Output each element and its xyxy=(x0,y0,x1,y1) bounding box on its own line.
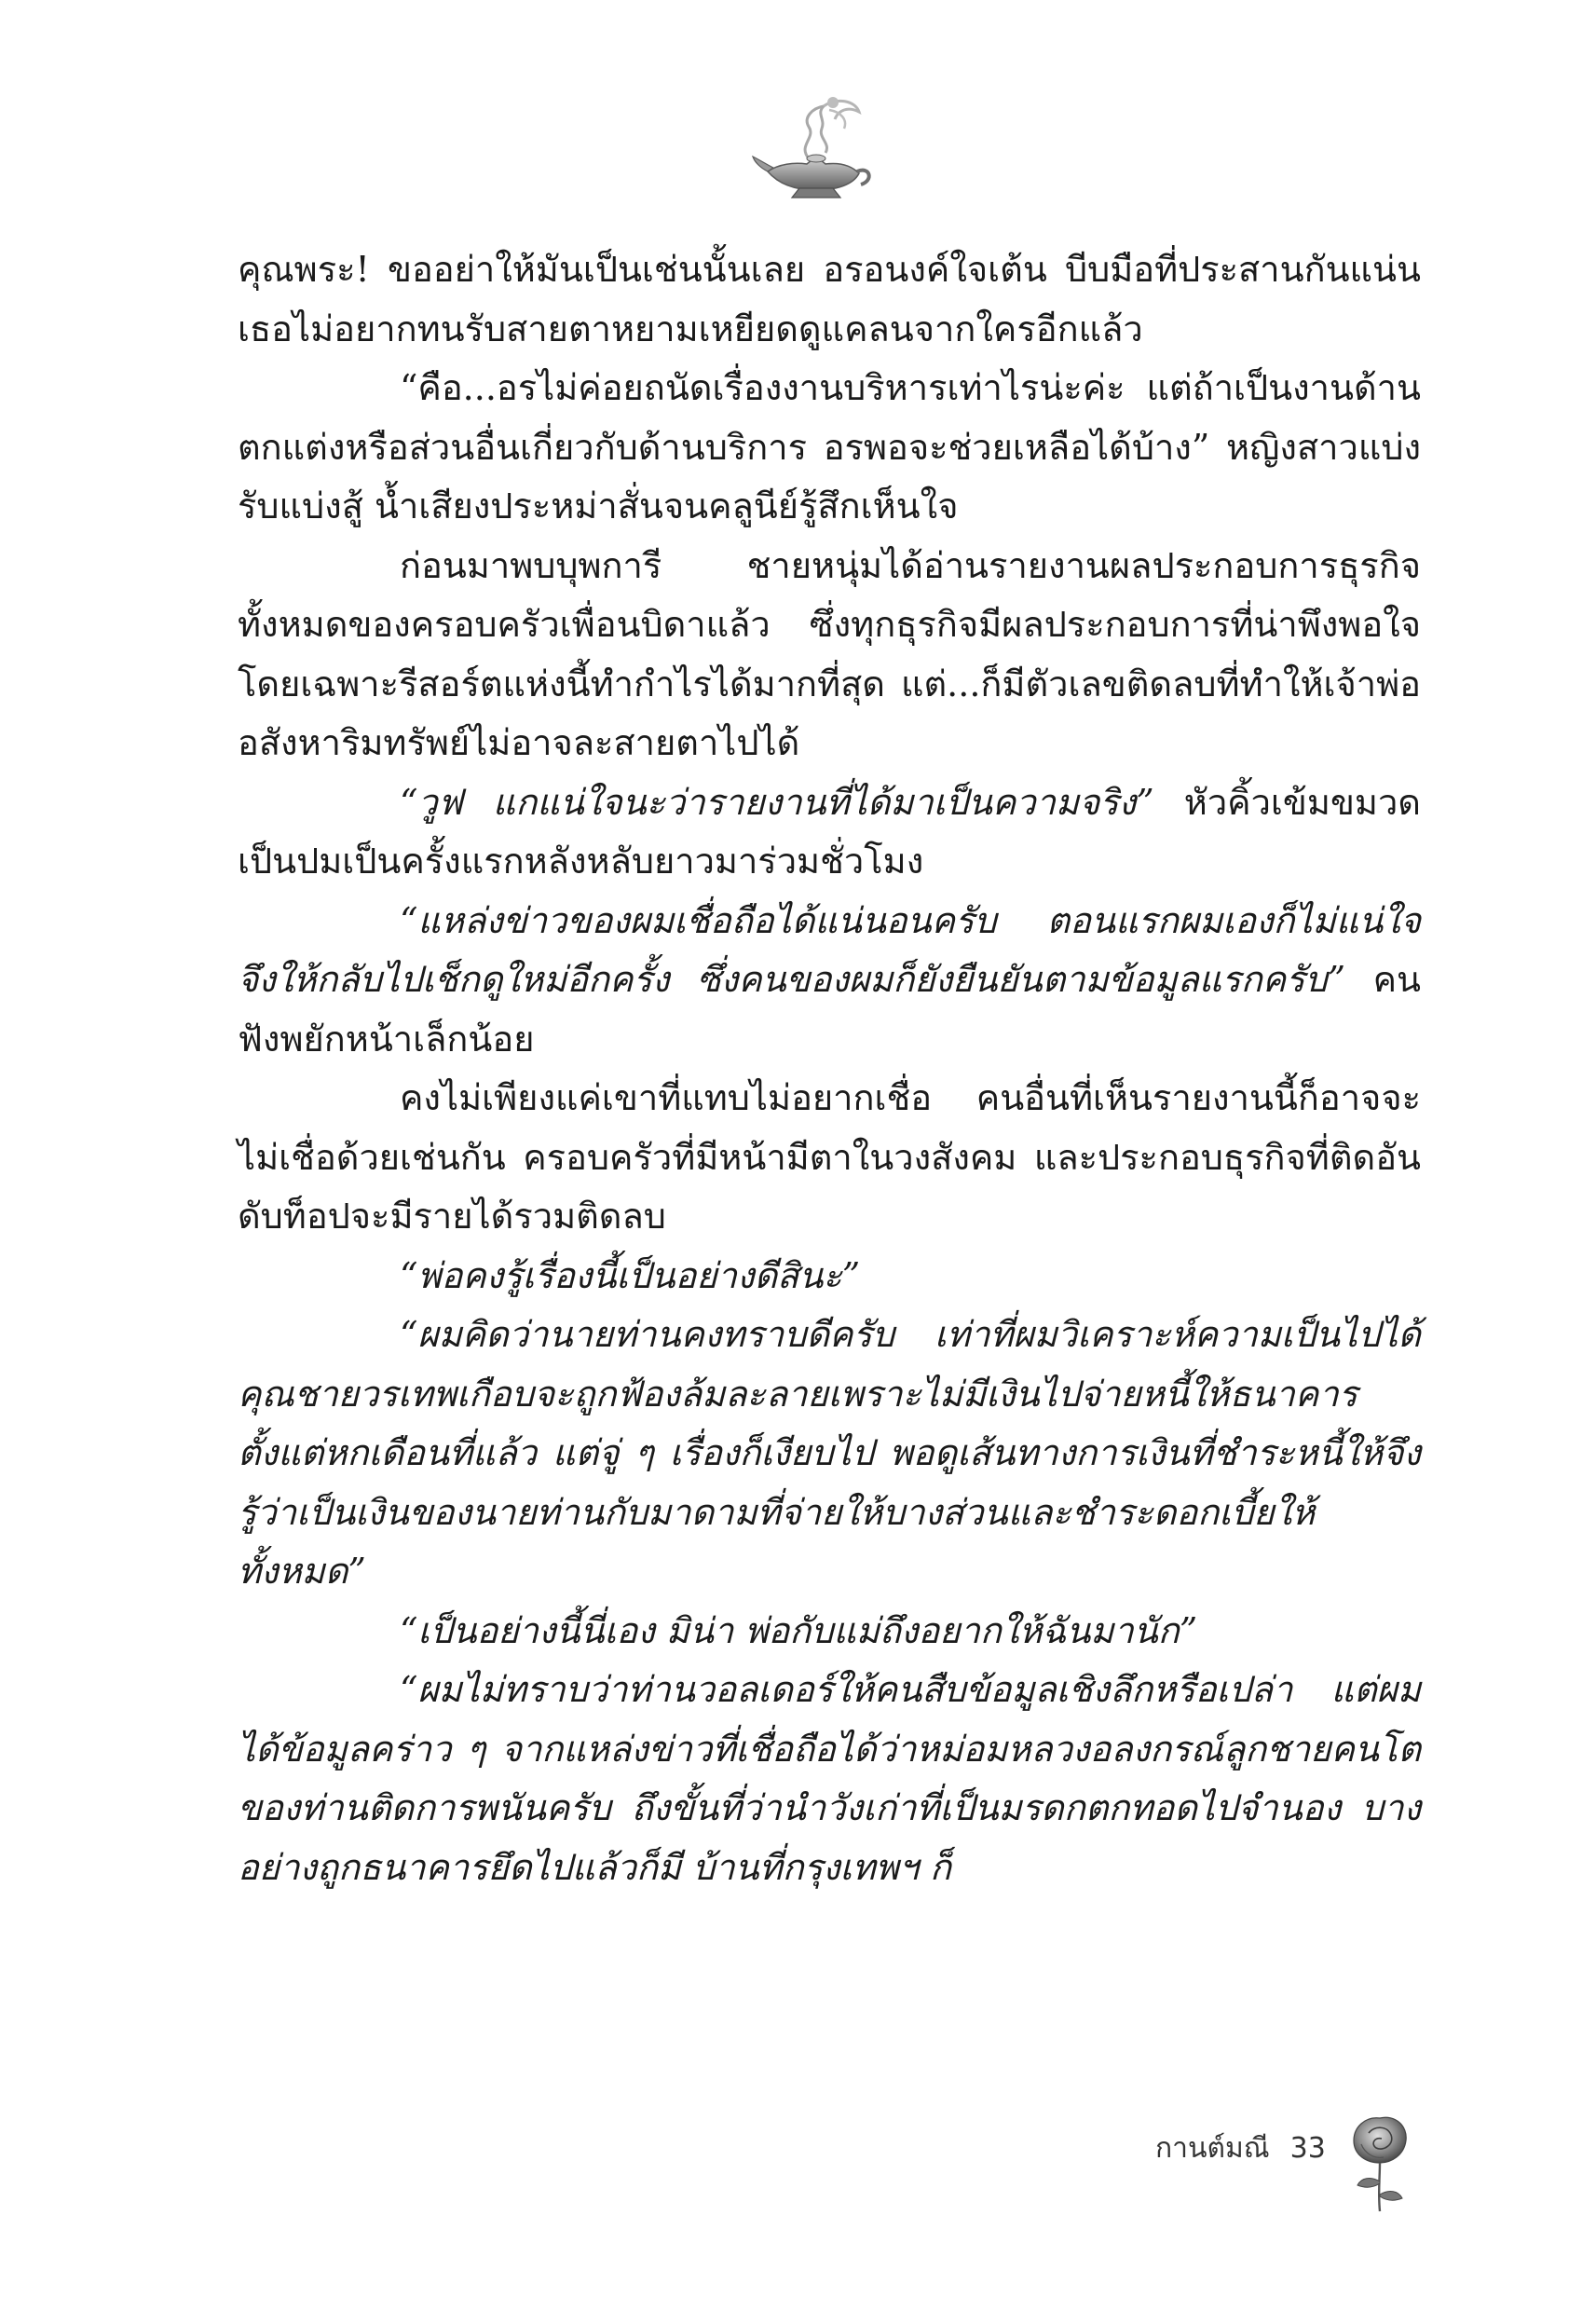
narration-text: หัวคิ้วเข้มขมวดเป็นปมเป็นครั้งแรกหลังหลับยาวมาร่วมชั่วโมง xyxy=(238,781,1421,882)
body-text xyxy=(238,240,1421,1897)
paragraph: “ผมคิดว่านายท่านคงทราบดีครับ เท่าที่ผมวิเคราะห์ความเป็นไปได้ คุณชายวรเทพเกือบจะถูกฟ้องล้มละลายเพราะไม่มีเงินไปจ่ายหนี้ให้ธนาคารตั้งแต่หกเดือนที่แล้ว แต่จู่ ๆ เรื่องก็เงียบไป พอดูเส้นทางการเงินที่ชำระหนี้ให้จึงรู้ว่าเป็นเงินของนายท่านกับมาดามที่จ่ายให้บางส่วนและชำระดอกเบี้ยให้ทั้งหมด” xyxy=(238,1314,1421,1592)
paragraph: “เป็นอย่างนี้นี่เอง มิน่า พ่อกับแม่ถึงอยากให้ฉันมานัก” xyxy=(400,1609,1198,1651)
paragraph xyxy=(238,892,1421,1070)
paragraph xyxy=(238,773,1421,892)
book-title: กานต์มณี xyxy=(1155,2131,1270,2165)
page-footer xyxy=(1155,2120,1413,2176)
narration-text: คนฟังพยักหน้าเล็กน้อย xyxy=(238,959,1421,1060)
paragraph: “พ่อคงรู้เรื่องนี้เป็นอย่างดีสินะ” xyxy=(400,1254,861,1296)
rose-icon xyxy=(1346,2111,1413,2213)
paragraph: ก่อนมาพบบุพการี ชายหนุ่มได้อ่านรายงานผลประกอบการธุรกิจทั้งหมดของครอบครัวเพื่อนบิดาแล้ว ซึ่งทุกธุรกิจมีผลประกอบการที่น่าพึงพอใจ โดยเฉพาะรีสอร์ตแห่งนี้ทำกำไรได้มากที่สุด แต่...ก็มีตัวเลขติดลบที่ทำให้เจ้าพ่ออสังหาริมทรัพย์ไม่อาจละสายตาไปได้ xyxy=(238,544,1421,763)
paragraph: “ผมไม่ทราบว่าท่านวอลเดอร์ให้คนสืบข้อมูลเชิงลึกหรือเปล่า แต่ผมได้ข้อมูลคร่าว ๆ จากแหล่งข่าวที่เชื่อถือได้ว่าหม่อมหลวงอลงกรณ์ลูกชายคนโตของท่านติดการพนันครับ ถึงขั้นที่ว่านำวังเก่าที่เป็นมรดกตกทอดไปจำนอง บางอย่างถูกธนาคารยึดไปแล้วก็มี บ้านที่กรุงเทพฯ ก็ xyxy=(238,1669,1421,1888)
paragraph: คุณพระ! ขออย่าให้มันเป็นเช่นนั้นเลย อรอนงค์ใจเต้น บีบมือที่ประสานกันแน่น เธอไม่อยากทนรับสายตาหยามเหยียดดูแคลนจากใครอีกแล้ว xyxy=(238,249,1421,349)
dialogue-quote: “แหล่งข่าวของผมเชื่อถือได้แน่นอนครับ ตอนแรกผมเองก็ไม่แน่ใจ จึงให้กลับไปเช็กดูใหม่อีกครั้ง ซึ่งคนของผมก็ยังยืนยันตามข้อมูลแรกครับ” xyxy=(238,899,1421,1000)
page-number: 33 xyxy=(1289,2131,1326,2165)
paragraph: คงไม่เพียงแค่เขาที่แทบไม่อยากเชื่อ คนอื่นที่เห็นรายงานนี้ก็อาจจะไม่เชื่อด้วยเช่นกัน ครอบครัวที่มีหน้ามีตาในวงสังคม และประกอบธุรกิจที่ติดอันดับท็อปจะมีรายได้รวมติดลบ xyxy=(238,1077,1421,1237)
paragraph: “คือ...อรไม่ค่อยถนัดเรื่องงานบริหารเท่าไรน่ะค่ะ แต่ถ้าเป็นงานด้านตกแต่งหรือส่วนอื่นเกี่ยวกับด้านบริการ อรพอจะช่วยเหลือได้บ้าง” หญิงสาวแบ่งรับแบ่งสู้ น้ำเสียงประหม่าสั่นจนคลูนีย์รู้สึกเห็นใจ xyxy=(238,367,1421,526)
dialogue-quote: “วูฟ แกแน่ใจนะว่ารายงานที่ได้มาเป็นความจริง” xyxy=(400,781,1154,823)
magic-lamp-icon xyxy=(751,91,881,203)
